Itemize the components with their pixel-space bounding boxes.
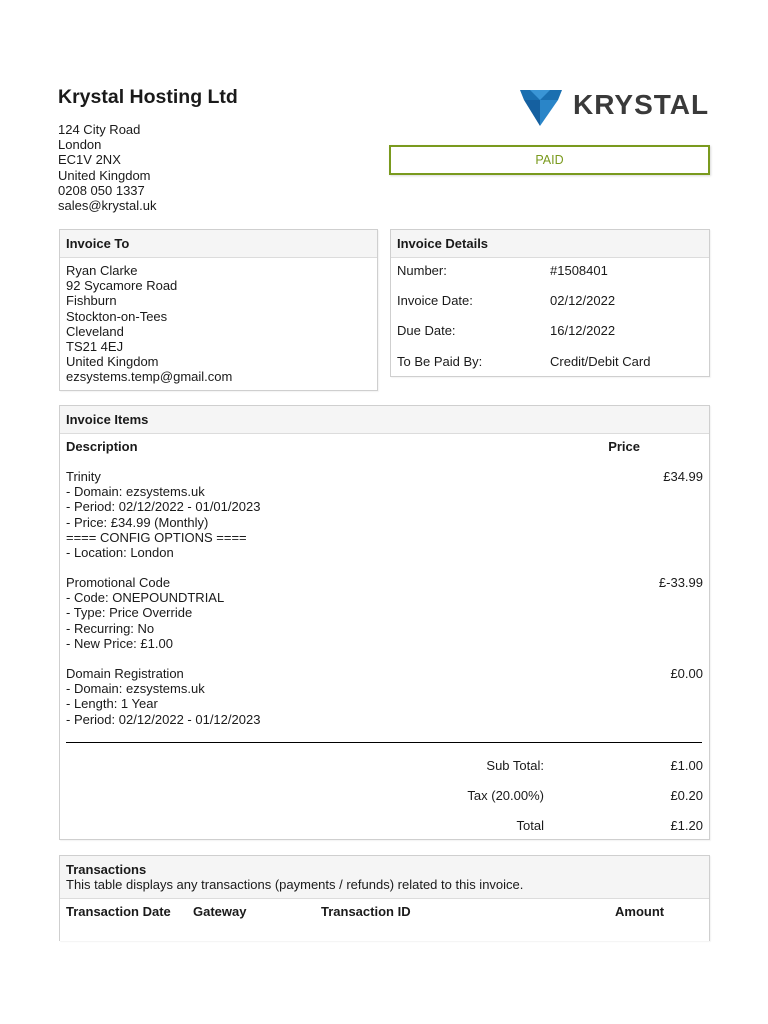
item-detail: ==== CONFIG OPTIONS ==== <box>66 529 247 545</box>
invoice-to-heading: Invoice To <box>60 230 377 258</box>
col-gateway: Gateway <box>193 904 247 919</box>
total-value: £1.20 <box>670 818 703 833</box>
total-label: Total <box>516 818 544 833</box>
transactions-description: This table displays any transactions (payments / refunds) related to this invoice. <box>66 877 524 893</box>
logo-wordmark: KRYSTAL <box>573 89 710 120</box>
krystal-logo-icon <box>518 86 564 128</box>
line-item <box>66 575 224 651</box>
item-title: Trinity <box>66 469 101 484</box>
item-detail: - Code: ONEPOUNDTRIAL <box>66 590 225 606</box>
company-name: Krystal Hosting Ltd <box>58 86 238 108</box>
detail-value-due-date: 16/12/2022 <box>550 323 616 338</box>
address-line: TS21 4EJ <box>66 339 124 355</box>
subtotal-label: Sub Total: <box>486 758 544 773</box>
item-detail: - Length: 1 Year <box>66 696 158 712</box>
invoice-details-heading: Invoice Details <box>391 230 709 258</box>
item-price: £0.00 <box>670 666 703 681</box>
item-detail: - Type: Price Override <box>66 605 193 621</box>
detail-label-due-date: Due Date: <box>397 323 456 338</box>
tax-label: Tax (20.00%) <box>467 788 544 803</box>
invoice-items-heading: Invoice Items <box>60 406 709 434</box>
detail-label-invoice-date: Invoice Date: <box>397 293 473 308</box>
detail-value-number: #1508401 <box>550 263 608 278</box>
client-name: Ryan Clarke <box>66 263 138 278</box>
transactions-panel <box>59 855 710 941</box>
item-detail: - New Price: £1.00 <box>66 635 173 651</box>
item-title: Promotional Code <box>66 575 171 590</box>
detail-value-payment-method: Credit/Debit Card <box>550 354 651 369</box>
invoice-to-panel <box>59 229 378 391</box>
invoice-items-panel <box>59 405 710 840</box>
item-detail: - Location: London <box>66 545 174 561</box>
company-address <box>58 122 156 213</box>
transactions-heading: Transactions <box>66 862 147 877</box>
address-line: Fishburn <box>66 293 117 309</box>
item-price: £-33.99 <box>658 575 703 590</box>
col-price: Price <box>608 439 640 454</box>
col-amount: Amount <box>615 904 665 919</box>
address-line: Cleveland <box>66 323 124 339</box>
client-email: ezsystems.temp@gmail.com <box>66 369 233 385</box>
address-line: United Kingdom <box>58 167 151 183</box>
col-description: Description <box>66 439 138 454</box>
item-detail: - Recurring: No <box>66 620 155 636</box>
detail-label-payment-method: To Be Paid By: <box>397 354 483 369</box>
detail-value-invoice-date: 02/12/2022 <box>550 293 616 308</box>
address-line: 92 Sycamore Road <box>66 278 178 294</box>
invoice-to-address <box>60 258 377 390</box>
item-detail: - Domain: ezsystems.uk <box>66 681 205 697</box>
col-transaction-date: Transaction Date <box>66 904 171 919</box>
company-phone: 0208 050 1337 <box>58 182 145 198</box>
tax-value: £0.20 <box>670 788 703 803</box>
address-line: EC1V 2NX <box>58 152 121 168</box>
detail-label-number: Number: <box>397 263 447 278</box>
item-price: £34.99 <box>663 469 703 484</box>
divider <box>66 742 702 743</box>
address-line: United Kingdom <box>66 354 159 370</box>
line-item <box>66 469 260 560</box>
transactions-header <box>60 856 709 899</box>
subtotal-value: £1.00 <box>670 758 703 773</box>
invoice-details-panel <box>390 229 710 377</box>
company-email: sales@krystal.uk <box>58 198 157 214</box>
address-line: 124 City Road <box>58 122 141 137</box>
address-line: London <box>58 137 102 153</box>
status-badge: PAID <box>389 145 710 175</box>
item-detail: - Domain: ezsystems.uk <box>66 484 205 500</box>
line-item <box>66 666 260 727</box>
address-line: Stockton-on-Tees <box>66 308 168 324</box>
item-detail: - Price: £34.99 (Monthly) <box>66 514 209 530</box>
item-detail: - Period: 02/12/2022 - 01/01/2023 <box>66 499 261 515</box>
col-transaction-id: Transaction ID <box>321 904 411 919</box>
item-title: Domain Registration <box>66 666 184 681</box>
item-detail: - Period: 02/12/2022 - 01/12/2023 <box>66 711 261 727</box>
